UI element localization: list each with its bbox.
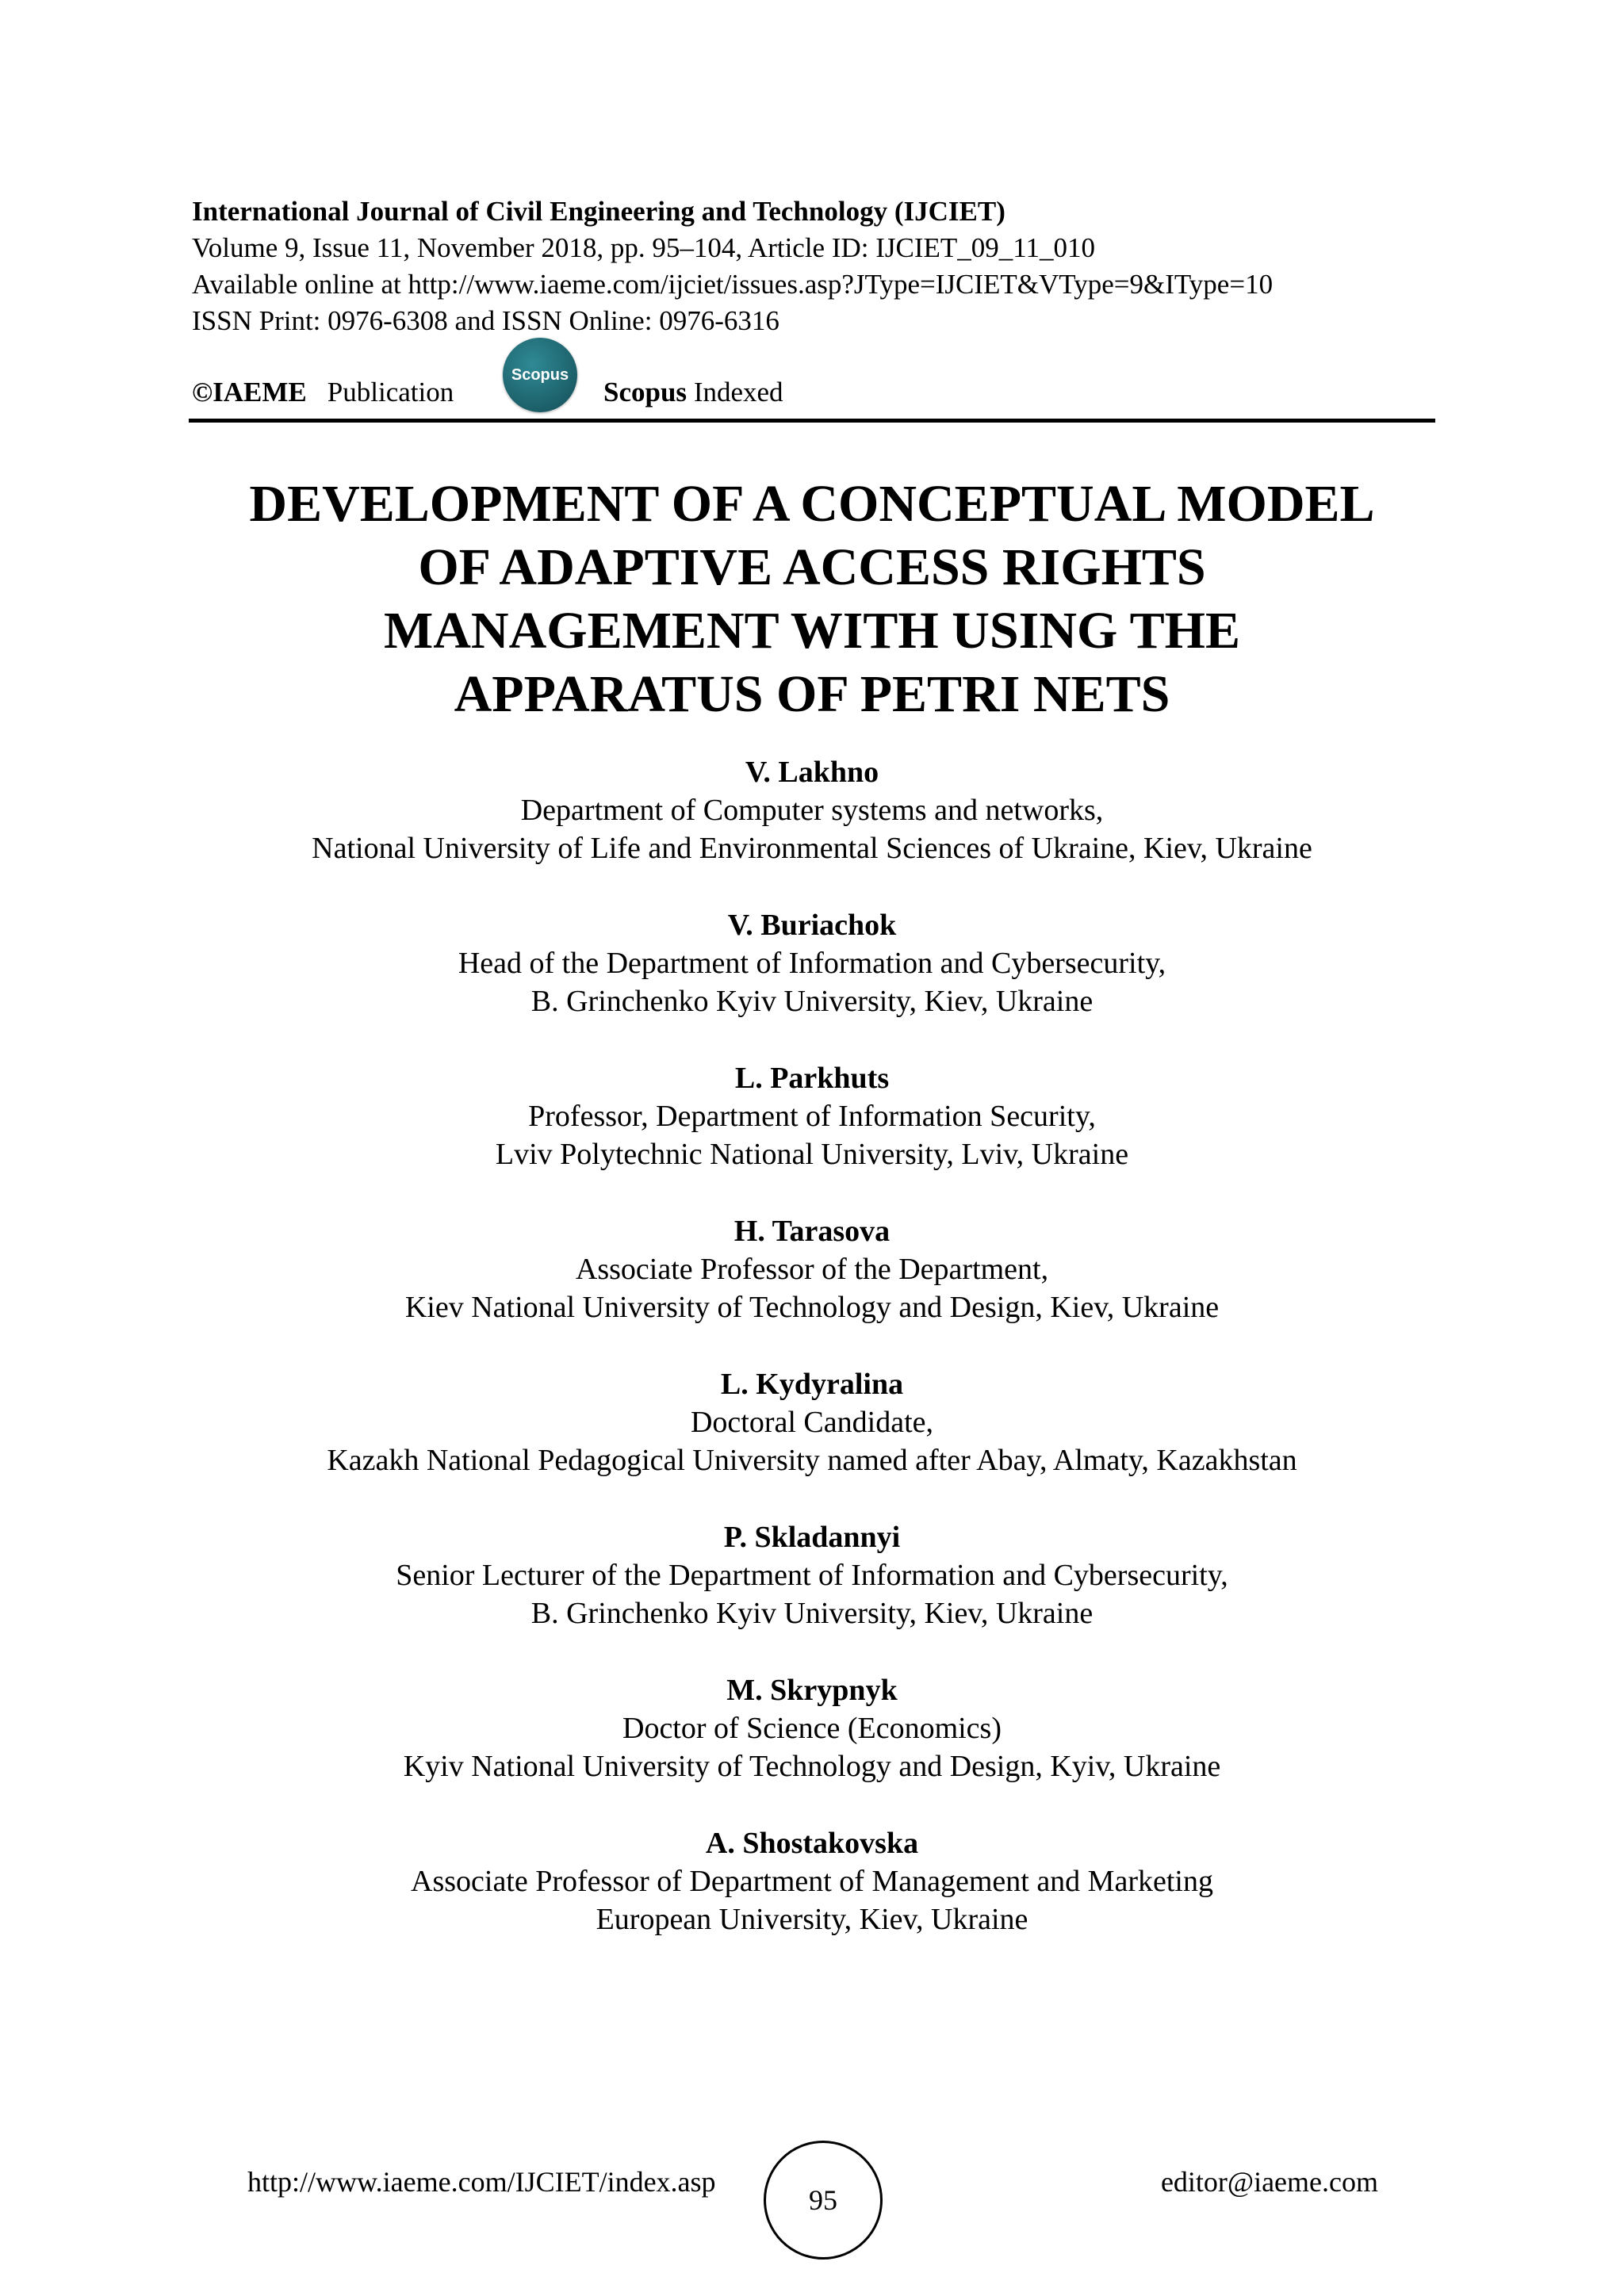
iaeme-brand: ©IAEME <box>192 377 307 408</box>
author-block <box>159 1365 1465 1479</box>
author-block <box>159 1671 1465 1785</box>
issn-line: ISSN Print: 0976-6308 and ISSN Online: 0976-6316 <box>192 305 779 336</box>
author-affiliation: Professor, Department of Information Security, <box>528 1100 1096 1133</box>
title-line: OF ADAPTIVE ACCESS RIGHTS <box>418 538 1206 596</box>
author-name: V. Lakhno <box>745 756 879 789</box>
author-affiliation: Kazakh National Pedagogical University named after Abay, Almaty, Kazakhstan <box>327 1444 1297 1477</box>
author-affiliation: Associate Professor of Department of Management and Marketing <box>411 1865 1213 1898</box>
scopus-bold-label: Scopus <box>603 377 688 408</box>
editor-email-link[interactable]: editor@iaeme.com <box>1160 2166 1378 2198</box>
author-affiliation: Associate Professor of the Department, <box>575 1253 1049 1286</box>
scopus-badge-text: Scopus <box>511 365 569 384</box>
indexed-label: Indexed <box>687 377 783 408</box>
page-number: 95 <box>809 2184 837 2216</box>
publisher-brand <box>192 374 454 411</box>
author-block <box>159 906 1465 1020</box>
author-block <box>159 1059 1465 1173</box>
brand-row <box>192 339 1437 419</box>
volume-line: Volume 9, Issue 11, November 2018, pp. 95–104, Article ID: IJCIET_09_11_010 <box>192 232 1095 263</box>
author-name: L. Kydyralina <box>720 1368 904 1401</box>
title-line: MANAGEMENT WITH USING THE <box>383 602 1241 660</box>
title-line: DEVELOPMENT OF A CONCEPTUAL MODEL <box>249 475 1375 533</box>
author-name: L. Parkhuts <box>734 1062 890 1095</box>
scopus-indexed-label <box>603 374 783 411</box>
author-name: A. Shostakovska <box>705 1827 919 1860</box>
author-affiliation: Kyiv National University of Technology and Design, Kyiv, Ukraine <box>403 1750 1221 1783</box>
author-affiliation: European University, Kiev, Ukraine <box>596 1903 1028 1936</box>
header-divider <box>189 419 1435 423</box>
available-online-line: Available online at http://www.iaeme.com/ijciet/issues.asp?JType=IJCIET&VType=9&IType=10 <box>192 269 1274 300</box>
author-block <box>159 753 1465 867</box>
author-block <box>159 1824 1465 1938</box>
author-affiliation: B. Grinchenko Kyiv University, Kiev, Ukraine <box>530 1597 1094 1630</box>
page-footer <box>0 2141 1624 2260</box>
author-affiliation: Head of the Department of Information and Cybersecurity, <box>458 947 1166 980</box>
page-number-circle <box>764 2141 883 2260</box>
author-affiliation: Doctoral Candidate, <box>690 1406 933 1439</box>
author-block <box>159 1518 1465 1632</box>
author-block <box>159 1212 1465 1326</box>
author-affiliation: Lviv Polytechnic National University, Lviv, Ukraine <box>495 1138 1129 1171</box>
author-affiliation: B. Grinchenko Kyiv University, Kiev, Ukraine <box>530 985 1094 1018</box>
title-line: APPARATUS OF PETRI NETS <box>454 665 1170 723</box>
author-name: H. Tarasova <box>733 1215 891 1248</box>
journal-url-link[interactable]: http://www.iaeme.com/IJCIET/index.asp <box>247 2166 716 2198</box>
author-affiliation: National University of Life and Environmental Sciences of Ukraine, Kiev, Ukraine <box>312 832 1312 865</box>
author-name: V. Buriachok <box>727 909 897 942</box>
paper-title <box>159 473 1465 726</box>
author-affiliation: Doctor of Science (Economics) <box>622 1712 1002 1745</box>
journal-title: International Journal of Civil Engineering and Technology (IJCIET) <box>192 196 1005 227</box>
author-affiliation: Kiev National University of Technology and Design, Kiev, Ukraine <box>404 1291 1220 1324</box>
journal-header <box>192 193 1437 419</box>
author-affiliation: Department of Computer systems and networks, <box>520 794 1104 827</box>
author-affiliation: Senior Lecturer of the Department of Information and Cybersecurity, <box>396 1559 1228 1592</box>
author-name: M. Skrypnyk <box>726 1674 898 1707</box>
publication-label: Publication <box>327 377 454 408</box>
scopus-logo-icon <box>503 338 577 412</box>
author-name: P. Skladannyi <box>723 1521 901 1554</box>
